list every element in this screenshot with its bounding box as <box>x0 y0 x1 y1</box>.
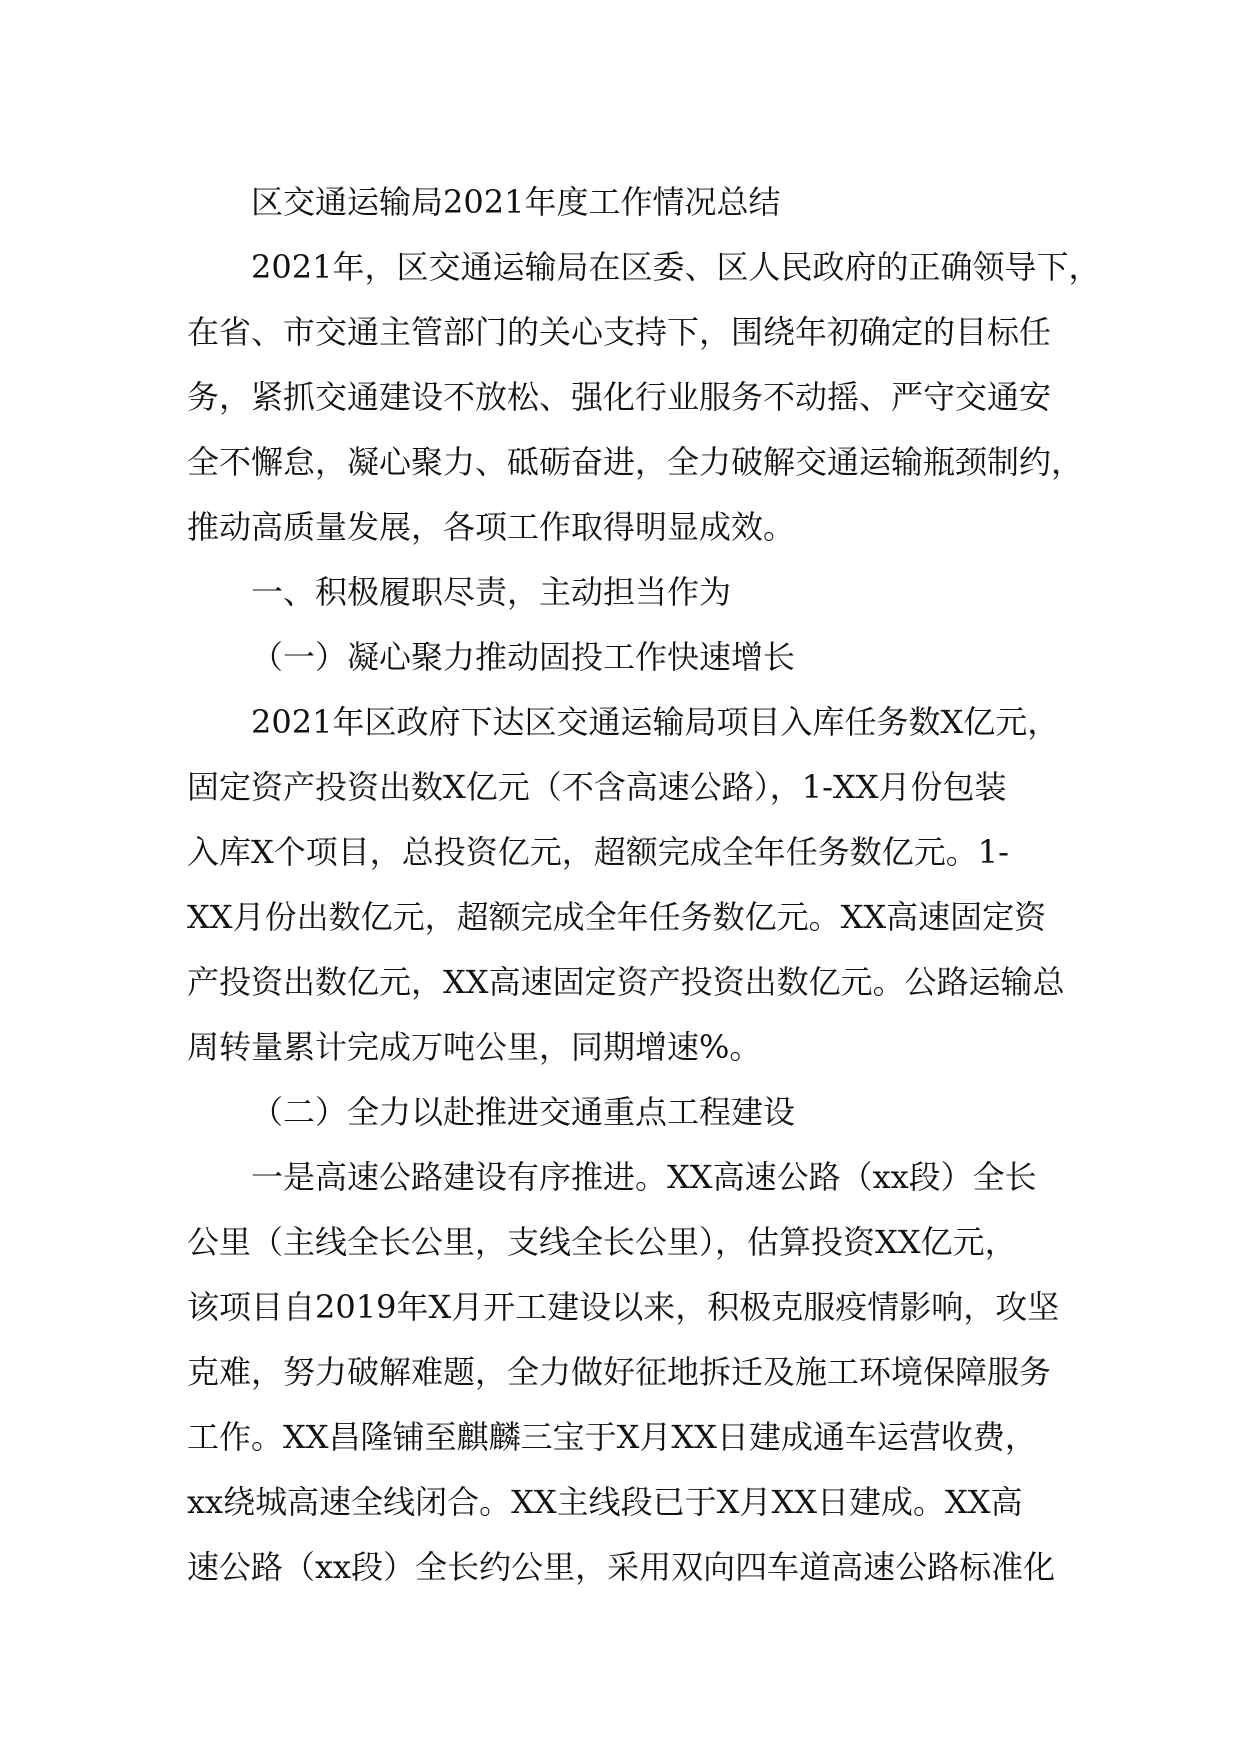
paragraph-line: 公里（主线全长公里，支线全长公里），估算投资XX亿元， <box>187 1223 1017 1261</box>
paragraph-investment <box>187 690 1087 1080</box>
document-body <box>187 170 1101 1600</box>
paragraph-line: 工作。XX昌隆铺至麒麟三宝于X月XX日建成通车运营收费， <box>187 1418 1037 1456</box>
paragraph-line: 入库X个项目，总投资亿元，超额完成全年任务数亿元。1- <box>187 833 1009 871</box>
paragraph-line: 周转量累计完成万吨公里，同期增速%。 <box>187 1028 762 1066</box>
paragraph-line: 产投资出数亿元，XX高速固定资产投资出数亿元。公路运输总 <box>187 963 1065 1001</box>
paragraph-line: 推动高质量发展，各项工作取得明显成效。 <box>187 508 796 546</box>
paragraph-line: 克难，努力破解难题，全力做好征地拆迁及施工环境保障服务 <box>187 1353 1052 1391</box>
paragraph-line: 速公路（xx段）全长约公里，采用双向四车道高速公路标准化 <box>187 1548 1056 1586</box>
heading-line: 一、积极履职尽责，主动担当作为 <box>251 573 732 611</box>
paragraph-highway <box>187 1145 1087 1600</box>
paragraph-line: XX月份出数亿元，超额完成全年任务数亿元。XX高速固定资 <box>187 898 1047 936</box>
paragraph-line: 在省、市交通主管部门的关心支持下，围绕年初确定的目标任 <box>187 313 1052 351</box>
heading-line: （一）凝心聚力推动固投工作快速增长 <box>251 638 796 676</box>
section-heading-1 <box>187 560 1087 625</box>
paragraph-line: 务，紧抓交通建设不放松、强化行业服务不动摇、严守交通安 <box>187 378 1052 416</box>
paragraph-line: 该项目自2019年X月开工建设以来，积极克服疫情影响，攻坚 <box>187 1288 1060 1326</box>
paragraph-line: xx绕城高速全线闭合。XX主线段已于X月XX日建成。XX高 <box>187 1483 1023 1521</box>
subsection-heading-2 <box>187 1080 1087 1145</box>
paragraph-line: 2021年区政府下达区交通运输局项目入库任务数X亿元， <box>251 703 1060 741</box>
paragraph-intro <box>187 235 1101 560</box>
paragraph-line: 一是高速公路建设有序推进。XX高速公路（xx段）全长 <box>251 1158 1037 1196</box>
document-title: 区交通运输局2021年度工作情况总结 <box>251 183 781 221</box>
paragraph-line: 全不懈怠，凝心聚力、砥砺奋进，全力破解交通运输瓶颈制约， <box>187 443 1084 481</box>
paragraph-line: 2021年，区交通运输局在区委、区人民政府的正确领导下， <box>251 248 1101 286</box>
subsection-heading-1 <box>187 625 1087 690</box>
heading-line: （二）全力以赴推进交通重点工程建设 <box>251 1093 796 1131</box>
paragraph-line: 固定资产投资出数X亿元（不含高速公路），1-XX月份包装 <box>187 768 1007 806</box>
